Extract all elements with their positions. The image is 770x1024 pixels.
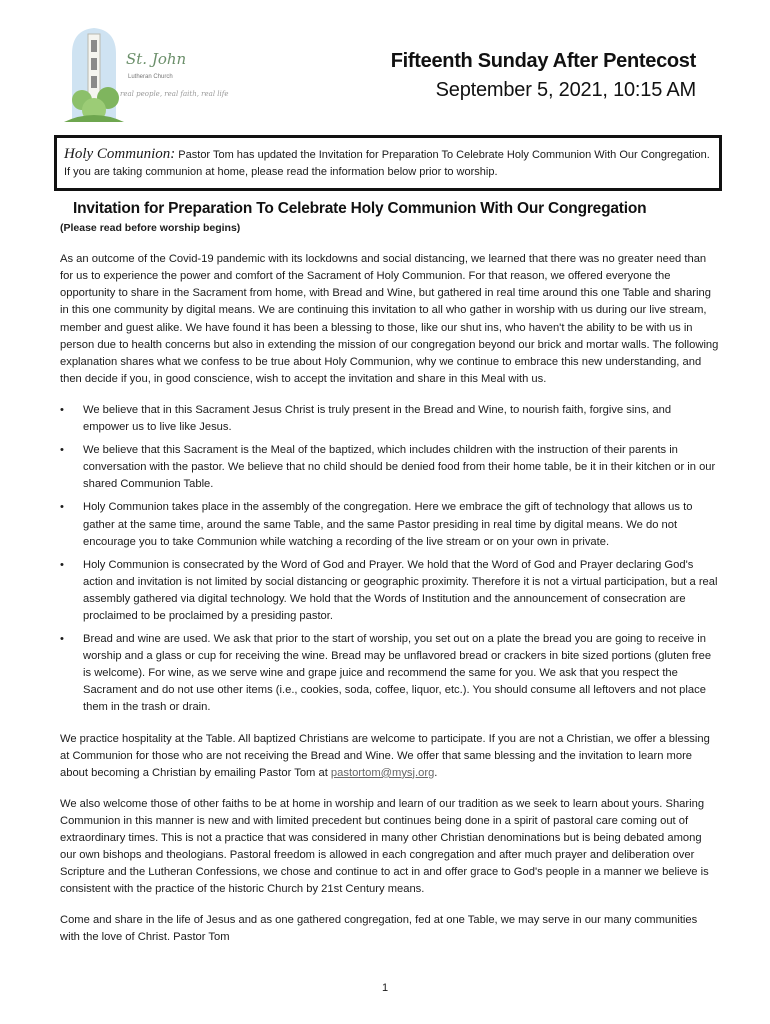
welcome-paragraph: We also welcome those of other faiths to be at home in worship and learn of our tradition as we seek to learn about yours. Sharing Communion in this manner is new and with limited precedent but continues being done in a spirit of pastoral care coming out of extraordinary times. This is not a practice that was considered in many other Christian denominations but is being debated among our own bishops and theologians. Pastoral freedom is allowed in each congregation and after much prayer and deliberation over Scripture and the Lutheran Confessions, we chose and continue to act in and offer grace to God's people in a manner we believe is consistent with the practice of the historic Church by 21st Century means.: [60, 797, 709, 896]
notice-box: [54, 135, 722, 191]
service-date: September 5, 2021, 10:15 AM: [435, 79, 696, 101]
list-item: • Bread and wine are used. We ask that prior to the start of worship, you set out on a plate the bread you are going to receive in worship and a glass or cup for receiving the wine. Bread may be unflavored bread or crackers in bite sized portions (gluten free is welcome). For wine, as we serve wine and grape juice and recommend the same for you. We ask that you respect the Sacrament and do not use other items (i.e., cookies, soda, coffee, liquor, etc.). You should consume all leftovers and not place them in the trash or drain.: [60, 633, 712, 714]
list-item: • We believe that this Sacrament is the Meal of the baptized, which includes children with the instruction of their parents in conversation with the pastor. We believe that no child should be denied food from their home table, be it in their kitchen or in our shared Communion Table.: [60, 444, 716, 491]
list-item: • Holy Communion takes place in the assembly of the congregation. Here we embrace the gift of technology that allows us to gather at the same time, around the same Table, and the same Pastor presiding in real time by digital means. We do not encourage you to take Communion while watching a recording of the live stream or on your own in private.: [60, 501, 693, 548]
email-link[interactable]: pastortom@mysj.org: [330, 766, 435, 779]
bell-tower-icon: [64, 24, 124, 124]
page-number: 1: [381, 982, 389, 994]
belief-list: [60, 402, 720, 717]
notice-label: Holy Communion:: [64, 146, 176, 162]
logo-name: St. John: [126, 50, 187, 68]
church-logo: [64, 24, 244, 124]
article-subheading: (Please read before worship begins): [60, 222, 241, 235]
bullet-icon: •: [60, 558, 64, 571]
bullet-icon: •: [60, 403, 64, 416]
page-title: Fifteenth Sunday After Pentecost: [390, 50, 696, 72]
logo-tagline: real people, real faith, real life: [120, 90, 229, 98]
article-heading: Invitation for Preparation To Celebrate Holy Communion With Our Congregation: [73, 200, 647, 217]
hospitality-paragraph: We practice hospitality at the Table. All baptized Christians are welcome to participate. If you are not a Christian, we offer a blessing at Communion for those who are not receiving the Bread and Wine. We offer that same blessing and the invitation to learn more about becoming a Christian by emailing Pastor Tom at pastortom@mysj.org.: [60, 732, 710, 779]
intro-paragraph: As an outcome of the Covid-19 pandemic with its lockdowns and social distancing, we learned that there was no greater need than for us to experience the power and comfort of the Sacrament of Holy Communion. For that reason, we offered everyone the opportunity to share in the Sacrament from home, with Bread and Wine, but gathered in real time around this one Table and sharing in this one community by digital means. We are continuing this invitation to all who gather in worship with us during our live stream, member and guest alike. We have found it has been a blessing to those, like our shut ins, who haven't the ability to be with us in person due to health concerns but also in extending the mission of our congregation beyond our brick and mortar walls. The following explanation shares what we confess to be true about Holy Communion, why we continue to embrace this new understanding, and then decide if you, in good conscience, wish to accept the invitation and share in this Meal with us.: [60, 253, 719, 385]
bullet-icon: •: [60, 444, 64, 457]
list-item: • We believe that in this Sacrament Jesus Christ is truly present in the Bread and Wine, to nourish faith, forgive sins, and empower us to live like Jesus.: [60, 403, 672, 434]
list-item: • Holy Communion is consecrated by the Word of God and Prayer. We hold that the Word of God and Prayer declaring God's action and invitation is not limited by social distancing or geographic proximity. Therefore it is not a virtual participation, but a real assembly gathered via digital technology. We hold that the Words of Institution and the announcement of consecration are proclaimed to be proclaimed by a presiding pastor.: [60, 558, 718, 622]
logo-subtitle: Lutheran Church: [128, 74, 173, 80]
bulletin-header: [391, 50, 696, 102]
closing-paragraph: Come and share in the life of Jesus and as one gathered congregation, fed at one Table, we may serve in our many communities with the love of Christ. Pastor Tom: [60, 914, 698, 944]
bullet-icon: •: [60, 501, 64, 514]
bullet-icon: •: [60, 633, 64, 646]
article: [60, 200, 720, 961]
notice-text: Pastor Tom has updated the Invitation for Preparation To Celebrate Holy Communion With Our Congregation. If you are taking communion at home, please read the information below prior to worship.: [64, 149, 710, 178]
